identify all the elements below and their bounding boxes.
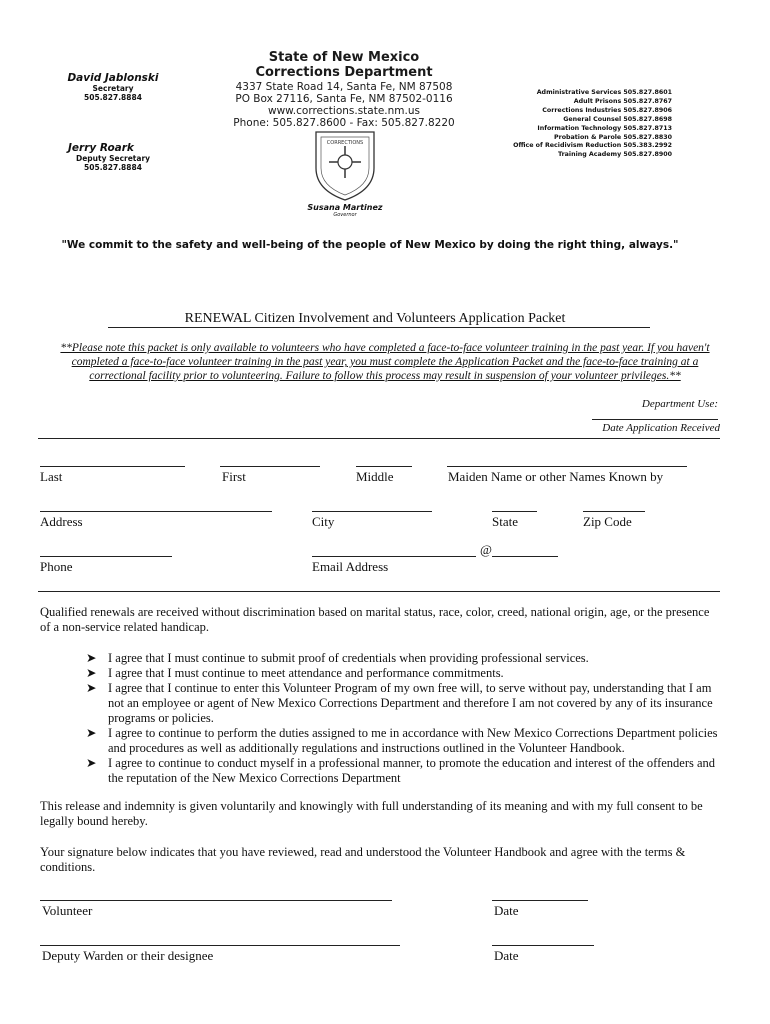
deputy-phone: 505.827.8884 xyxy=(84,163,142,172)
contact-recidivism: Office of Recidivism Reduction 505.383.2992 xyxy=(513,142,672,150)
warden-date-field[interactable] xyxy=(492,945,594,946)
email-field-domain[interactable] xyxy=(492,556,558,557)
city-field[interactable] xyxy=(312,511,432,512)
secretary-title: Secretary xyxy=(92,84,134,93)
middle-label: Middle xyxy=(356,469,394,484)
note-line-1: **Please note this packet is only available to volunteers who have completed a face-to-face volunteer training in the past year. If you haven't xyxy=(60,342,710,354)
email-field-user[interactable] xyxy=(312,556,476,557)
address-line-2: PO Box 27116, Santa Fe, NM 87502-0116 xyxy=(235,93,453,105)
volunteer-signature-field[interactable] xyxy=(40,900,392,901)
contact-corrections-industries: Corrections Industries 505.827.8906 xyxy=(542,106,672,114)
contact-general-counsel: General Counsel 505.827.8698 xyxy=(563,115,672,123)
agreement-item: ➤ I agree that I must continue to meet attendance and performance commitments. xyxy=(86,666,504,680)
city-label: City xyxy=(312,514,335,529)
letterhead-right xyxy=(486,89,672,160)
governor-title: Governor xyxy=(333,212,357,218)
contact-training-academy: Training Academy 505.827.8900 xyxy=(557,151,672,159)
zip-field[interactable] xyxy=(583,511,645,512)
agreement-item: ➤ I agree that I continue to enter this Volunteer Program of my own free will, to serve without pay, understanding that I am not an employee or agent of New Mexico Corrections Department and therefore I am not covered by any of its insurance programs or policies. xyxy=(86,681,713,725)
last-label: Last xyxy=(40,469,63,484)
email-at-sign: @ xyxy=(480,542,492,557)
note-line-2: completed a face-to-face volunteer training in the past year, you must complete the Application Packet and the face-to-face training at a xyxy=(71,356,699,368)
deputy-title: Deputy Secretary xyxy=(75,154,151,163)
arrow-bullet-icon: ➤ xyxy=(86,756,97,770)
first-name-field[interactable] xyxy=(220,466,320,467)
packet-note xyxy=(40,341,730,383)
email-label: Email Address xyxy=(312,559,389,574)
volunteer-date-field[interactable] xyxy=(492,900,588,901)
note-line-3: correctional facility prior to volunteering. Failure to follow this process may result in suspension of your volunteer privileges.** xyxy=(89,370,681,382)
agreement-item: ➤ I agree to continue to perform the duties assigned to me in accordance with New Mexico Corrections Department policies and procedures as well as additionally regulations and instructions outlined in the Volunteer Handbook. xyxy=(86,726,718,755)
middle-name-field[interactable] xyxy=(356,466,412,467)
date-received-label: Date Application Received xyxy=(602,422,720,434)
seal-icon xyxy=(312,128,378,202)
volunteer-label: Volunteer xyxy=(42,903,93,918)
date-label-2: Date xyxy=(494,948,519,963)
contact-adult-prisons: Adult Prisons 505.827.8767 xyxy=(573,97,672,105)
state-field[interactable] xyxy=(492,511,537,512)
governor-name: Susana Martinez xyxy=(307,203,383,212)
agreement-item: ➤ I agree that I must continue to submit proof of credentials when providing professional services. xyxy=(86,651,589,665)
contact-it: Information Technology 505.827.8713 xyxy=(537,124,672,132)
nondiscrimination-statement: Qualified renewals are received without discrimination based on marital status, race, color, creed, national origin, age, or the presence of a non-service related handicap. xyxy=(40,605,710,634)
zip-label: Zip Code xyxy=(583,514,632,529)
secretary-name: David Jablonski xyxy=(67,72,159,84)
address-field[interactable] xyxy=(40,511,272,512)
phone-fax: Phone: 505.827.8600 - Fax: 505.827.8220 xyxy=(233,117,455,129)
maiden-name-field[interactable] xyxy=(447,466,687,467)
deputy-name: Jerry Roark xyxy=(68,142,134,154)
maiden-label: Maiden Name or other Names Known by xyxy=(448,469,664,484)
release-statement: This release and indemnity is given voluntarily and knowingly with full understanding of its meaning and with my full consent to be legally bound hereby. xyxy=(40,799,703,828)
seal-text: CORRECTIONS xyxy=(326,140,364,146)
letterhead-center xyxy=(220,50,468,129)
secretary-phone: 505.827.8884 xyxy=(84,93,142,102)
contact-probation-parole: Probation & Parole 505.827.8830 xyxy=(553,133,672,141)
first-label: First xyxy=(222,469,246,484)
website: www.corrections.state.nm.us xyxy=(268,105,420,117)
phone-field[interactable] xyxy=(40,556,172,557)
arrow-bullet-icon: ➤ xyxy=(86,681,97,695)
last-name-field[interactable] xyxy=(40,466,185,467)
warden-label: Deputy Warden or their designee xyxy=(42,948,214,963)
signature-statement: Your signature below indicates that you have reviewed, read and understood the Volunteer Handbook and agree with the terms & conditions. xyxy=(40,845,686,874)
phone-label: Phone xyxy=(40,559,73,574)
letterhead-left xyxy=(58,72,168,172)
date-label-1: Date xyxy=(494,903,519,918)
department-use-label: Department Use: xyxy=(641,398,718,410)
motto: "We commit to the safety and well-being of the people of New Mexico by doing the right thing, always." xyxy=(61,239,679,251)
address-line-1: 4337 State Road 14, Santa Fe, NM 87508 xyxy=(235,81,453,93)
warden-signature-field[interactable] xyxy=(40,945,400,946)
arrow-bullet-icon: ➤ xyxy=(86,651,97,665)
department-seal xyxy=(312,128,378,202)
department-name: Corrections Department xyxy=(255,65,433,80)
contact-admin-services: Administrative Services 505.827.8601 xyxy=(536,89,672,96)
agreement-item: ➤ I agree to continue to conduct myself in a professional manner, to promote the education and interest of the offenders and the reputation of the New Mexico Corrections Department xyxy=(86,756,716,785)
state-label: State xyxy=(492,514,518,529)
agreement-list xyxy=(86,651,722,786)
arrow-bullet-icon: ➤ xyxy=(86,726,97,740)
state-name: State of New Mexico xyxy=(268,50,420,65)
form-title: RENEWAL Citizen Involvement and Volunteers Application Packet xyxy=(184,311,566,326)
address-label: Address xyxy=(40,514,83,529)
arrow-bullet-icon: ➤ xyxy=(86,666,97,680)
